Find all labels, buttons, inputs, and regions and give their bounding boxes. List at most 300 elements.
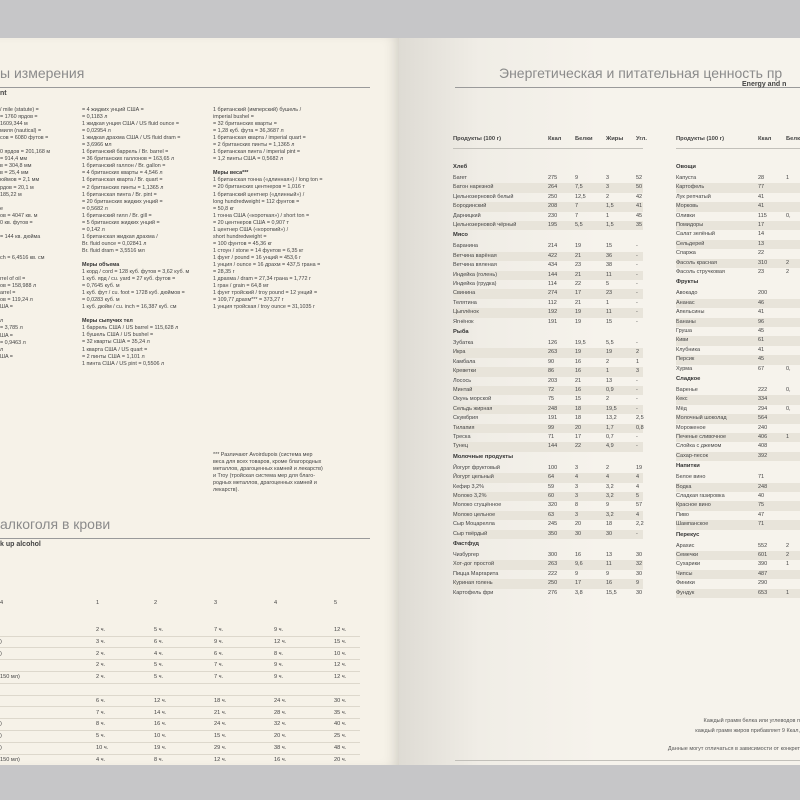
measure-line: = 0,5682 л bbox=[82, 205, 108, 212]
nutrition-value: 245 bbox=[548, 521, 558, 528]
alcohol-cell: 7 ч. bbox=[214, 627, 224, 633]
nutrition-row bbox=[453, 261, 643, 270]
nutrition-value: - bbox=[636, 340, 638, 346]
nutrition-value: 408 bbox=[758, 443, 768, 450]
measure-line: 1 британский центнер («длинный») / bbox=[213, 191, 305, 198]
nutrition-product-name: Чизбургер bbox=[453, 552, 479, 558]
measure-line: 1 британская жидкая драхма / bbox=[82, 233, 158, 240]
measure-line: = 5 британских жидких унций = bbox=[82, 219, 160, 226]
nutrition-value: 3,2 bbox=[606, 511, 614, 518]
alcohol-cell: 2 ч. bbox=[96, 674, 106, 681]
nutrition-value: 9,6 bbox=[575, 561, 583, 568]
measure-line: 0 ярдов = 201,168 м bbox=[0, 149, 51, 156]
alcohol-cell: 21 ч. bbox=[214, 709, 227, 716]
nutrition-row bbox=[453, 271, 643, 280]
alcohol-cell: 9 ч. bbox=[274, 674, 284, 681]
nutrition-value: - bbox=[636, 377, 638, 384]
nutrition-value: 294 bbox=[758, 405, 768, 412]
nutrition-row bbox=[453, 367, 643, 376]
measure-line: / mile (statute) = bbox=[0, 107, 39, 113]
nutrition-row bbox=[676, 355, 800, 364]
nutrition-value: 40 bbox=[758, 493, 765, 499]
nutrition-value: 300 bbox=[548, 552, 558, 558]
nutrition-section-title: Овощи bbox=[676, 164, 696, 170]
nutrition-row bbox=[453, 520, 643, 529]
nutrition-value: 1 bbox=[606, 299, 610, 306]
nutrition-value: 47 bbox=[758, 511, 765, 518]
nutrition-row bbox=[676, 452, 800, 461]
nutrition-product-name: Тунец bbox=[453, 443, 469, 450]
nutrition-value: 30 bbox=[636, 570, 643, 577]
nutrition-product-name: Ветчина варёная bbox=[453, 252, 497, 259]
nutrition-value: 35 bbox=[636, 222, 643, 228]
nutrition-value: 114 bbox=[548, 281, 557, 287]
nutrition-product-name: Варенье bbox=[676, 387, 698, 393]
measure-line: 1609,344 м bbox=[0, 121, 28, 128]
measure-line: = 20 британских жидких унций = bbox=[82, 198, 163, 205]
measure-line: ШA = bbox=[0, 304, 13, 311]
nutrition-value: 23 bbox=[606, 290, 613, 297]
alcohol-row-divider bbox=[0, 742, 360, 743]
nutrition-value: - bbox=[636, 299, 638, 306]
measure-line: = 0,7645 куб. м bbox=[82, 283, 120, 290]
measure-line: в = 25,4 мм bbox=[0, 170, 29, 177]
alcohol-cell: 29 ч. bbox=[214, 745, 227, 751]
alcohol-header-cell: 4 bbox=[274, 600, 278, 606]
nutrition-value: 18 bbox=[575, 405, 582, 412]
nutrition-value: 1 bbox=[606, 368, 610, 375]
alcohol-cell: 2 ч. bbox=[96, 650, 106, 657]
nutrition-row bbox=[453, 442, 643, 451]
nutrition-value: 19 bbox=[575, 349, 582, 356]
alcohol-cell: 7 ч. bbox=[214, 674, 224, 681]
nutrition-value: 0,7 bbox=[606, 434, 614, 440]
nutrition-value: 13,2 bbox=[606, 415, 617, 422]
alcohol-cell: 2 ч. bbox=[96, 627, 106, 633]
measure-line: = 20 британских центнеров = 1,016 т bbox=[213, 184, 305, 191]
alcohol-cell: 8 ч. bbox=[96, 721, 106, 728]
measure-line: = 50,8 кг bbox=[213, 205, 234, 212]
nutrition-product-name: Треска bbox=[453, 434, 471, 440]
nutrition-section-title: Фрукты bbox=[676, 279, 699, 286]
alcohol-cell: 4 ч. bbox=[96, 756, 106, 763]
nutrition-product-name: Сахар-песок bbox=[676, 452, 709, 459]
nutrition-value: 192 bbox=[548, 309, 558, 316]
nutrition-row bbox=[676, 268, 800, 277]
nutrition-value: 96 bbox=[758, 318, 765, 325]
nutrition-product-name: Минтай bbox=[453, 387, 473, 393]
nutrition-product-name: Финики bbox=[676, 580, 695, 587]
nutrition-product-name: Сладкая газировка bbox=[676, 493, 725, 499]
measure-line: 1 центнер США («короткий») / bbox=[213, 226, 289, 233]
nutrition-value: 1 bbox=[786, 561, 790, 568]
nutrition-value: 263 bbox=[548, 349, 558, 356]
measure-section-title: Меры объема bbox=[82, 261, 120, 268]
alcohol-rule bbox=[0, 538, 370, 539]
nutrition-value: 222 bbox=[758, 387, 768, 393]
measure-line: = 100 фунтов = 45,36 кг bbox=[213, 240, 272, 247]
nutrition-row bbox=[676, 336, 800, 345]
alcohol-cell: 6 ч. bbox=[214, 650, 224, 657]
nutrition-row bbox=[453, 473, 643, 482]
nutrition-value: - bbox=[636, 262, 638, 269]
nutrition-value: 3 bbox=[575, 493, 579, 499]
nutrition-row bbox=[676, 520, 800, 529]
alcohol-cell: 5 ч. bbox=[154, 662, 164, 669]
nutrition-value: 20 bbox=[575, 424, 582, 431]
nutrition-value: 320 bbox=[548, 502, 558, 509]
measure-line: ов = 4047 кв. м bbox=[0, 212, 38, 219]
nutrition-value: 2 bbox=[606, 358, 610, 365]
alcohol-row-divider bbox=[0, 647, 360, 648]
measure-line: 1 баррель США / US barrel = 115,628 л bbox=[82, 325, 179, 332]
nutrition-value: 310 bbox=[758, 259, 768, 266]
alcohol-cell: 10 ч. bbox=[154, 733, 167, 740]
nutrition-value: 15 bbox=[575, 396, 582, 403]
nutrition-product-name: Лук репчатый bbox=[676, 193, 711, 200]
nutrition-value: 9 bbox=[606, 570, 610, 577]
nutrition-product-name: Цыплёнок bbox=[453, 309, 479, 316]
nutrition-value: 16 bbox=[575, 387, 582, 393]
nutrition-value: 4 bbox=[636, 511, 640, 518]
nutrition-value: 0, bbox=[786, 365, 791, 372]
nutrition-value: 350 bbox=[548, 530, 558, 537]
nutrition-header-rule bbox=[676, 148, 800, 149]
nutrition-row bbox=[453, 492, 643, 501]
nutrition-value: 20 bbox=[575, 521, 582, 528]
nutrition-value: 12,5 bbox=[575, 193, 586, 200]
nutrition-value: - bbox=[636, 309, 638, 316]
nutrition-row bbox=[453, 377, 643, 386]
alcohol-row-divider bbox=[0, 695, 360, 696]
alcohol-cell: 7 ч. bbox=[96, 709, 106, 716]
footnote-line: *** Различают Avoirdupois (система мер bbox=[213, 452, 313, 458]
nutrition-row bbox=[453, 339, 643, 348]
measure-line bbox=[0, 311, 50, 318]
nutrition-value: 19 bbox=[575, 309, 582, 316]
nutrition-value: 200 bbox=[758, 290, 768, 297]
nutrition-value: 1 bbox=[786, 175, 790, 181]
measure-line bbox=[0, 248, 50, 255]
nutrition-product-name: Мёд bbox=[676, 405, 687, 412]
alcohol-row-label: ) bbox=[0, 745, 2, 751]
nutrition-row bbox=[453, 433, 643, 442]
measure-line: = 1,28 куб. фута = 36,3687 л bbox=[213, 128, 284, 135]
nutrition-value: 21 bbox=[575, 377, 582, 384]
nutrition-value: 9 bbox=[575, 570, 579, 577]
measure-line: = 2 британских пинты = 1,1365 л bbox=[82, 184, 164, 191]
nutrition-value: 191 bbox=[548, 415, 558, 422]
nutrition-value: 71 bbox=[758, 474, 765, 481]
alcohol-header-cell: 3 bbox=[214, 600, 218, 606]
measure-line: 1 куб. фут / cu. foot = 1728 куб. дюймов = bbox=[82, 290, 185, 297]
nutrition-row bbox=[676, 365, 800, 374]
measure-line: сов = 6080 футов = bbox=[0, 135, 49, 142]
nutrition-product-name: Ветчина вяленая bbox=[453, 262, 497, 269]
measure-line: = 4 жидких унций США = bbox=[82, 107, 144, 113]
nutrition-value: 4 bbox=[636, 483, 640, 490]
nutrition-row bbox=[676, 414, 800, 423]
nutrition-value: 2 bbox=[786, 259, 790, 266]
nutrition-row bbox=[453, 405, 643, 414]
alcohol-cell: 8 ч. bbox=[274, 650, 284, 657]
alcohol-cell: 7 ч. bbox=[214, 662, 224, 669]
nutrition-value: 22 bbox=[758, 250, 765, 257]
alcohol-cell: 12 ч. bbox=[274, 638, 287, 645]
nutrition-row bbox=[453, 252, 643, 261]
nutrition-row bbox=[453, 183, 643, 192]
nutrition-value: 45 bbox=[758, 356, 765, 363]
nutrition-row bbox=[676, 405, 800, 414]
nutrition-section-title: Рыба bbox=[453, 329, 469, 335]
nutrition-value: 57 bbox=[636, 502, 643, 509]
nutrition-value: 9 bbox=[636, 580, 640, 587]
measure-line: 1 британский галлон / Br. gallon = bbox=[82, 163, 166, 170]
measure-line bbox=[0, 227, 50, 234]
alcohol-cell: 5 ч. bbox=[154, 627, 164, 633]
nutrition-value: 1,7 bbox=[606, 424, 614, 431]
nutrition-row bbox=[676, 395, 800, 404]
nutrition-value: 112 bbox=[548, 299, 557, 306]
nutrition-product-name: Йогурт фруктовый bbox=[453, 464, 500, 471]
measure-line: = 2 пинты США = 1,101 л bbox=[82, 353, 145, 360]
nutrition-section-title: Перекус bbox=[676, 531, 700, 538]
measure-line bbox=[0, 269, 50, 276]
alcohol-cell: 32 ч. bbox=[274, 721, 287, 728]
nutrition-value: 75 bbox=[758, 502, 765, 509]
nutrition-value: 64 bbox=[548, 474, 555, 481]
nutrition-row bbox=[453, 318, 643, 327]
alcohol-cell: 9 ч. bbox=[214, 638, 224, 645]
nutrition-value: 15,5 bbox=[606, 589, 617, 596]
alcohol-cell: 30 ч. bbox=[334, 697, 347, 704]
alcohol-table bbox=[0, 556, 370, 763]
nutrition-section-title: Напитки bbox=[676, 463, 700, 470]
alcohol-cell: 8 ч. bbox=[154, 756, 164, 763]
nutrition-product-name: Зубатка bbox=[453, 340, 474, 346]
nutrition-row bbox=[676, 589, 800, 598]
nutrition-row bbox=[676, 212, 800, 221]
nutrition-value: - bbox=[636, 318, 638, 325]
nutrition-value: 19 bbox=[636, 464, 643, 471]
nutrition-value: 41 bbox=[636, 203, 643, 210]
nutrition-value: 52 bbox=[636, 175, 643, 181]
alcohol-cell: 15 ч. bbox=[214, 733, 227, 740]
alcohol-row-label: ) bbox=[0, 721, 2, 728]
nutrition-product-name: Бананы bbox=[676, 318, 696, 325]
measure-line: 185,22 м bbox=[0, 191, 22, 198]
nutrition-product-name: Багет bbox=[453, 175, 467, 181]
measure-line: 1 британская пинта / imperial pint = bbox=[213, 149, 301, 156]
footnote-line: лекарств). bbox=[213, 487, 239, 493]
nutrition-row bbox=[676, 327, 800, 336]
nutrition-value: 17 bbox=[575, 580, 582, 587]
measure-line: 1 драхма / dram = 27,34 грана = 1,772 г bbox=[213, 276, 311, 283]
footnote-line: родных металлов, драгоценных камней и bbox=[213, 480, 317, 486]
nutrition-row bbox=[676, 386, 800, 395]
nutrition-value: 552 bbox=[758, 542, 768, 549]
measure-line: рдов = 20,1 м bbox=[0, 184, 34, 191]
nutrition-row bbox=[676, 346, 800, 355]
alcohol-cell: 5 ч. bbox=[96, 733, 106, 740]
nutrition-product-name: Батон нарезной bbox=[453, 184, 494, 191]
alcohol-row-divider bbox=[0, 706, 360, 707]
nutrition-product-name: Салат зелёный bbox=[676, 231, 715, 238]
measure-line: 1 британский баррель / Br. barrel = bbox=[82, 149, 169, 156]
measure-line bbox=[0, 199, 50, 206]
nutrition-row bbox=[453, 424, 643, 433]
alcohol-cell: 12 ч. bbox=[214, 756, 227, 763]
nutrition-value: - bbox=[636, 530, 638, 537]
nutrition-value: 86 bbox=[548, 368, 555, 375]
alcohol-cell: 20 ч. bbox=[334, 756, 347, 763]
measure-line: 1 тонна США («короткая») / short ton = bbox=[213, 212, 310, 219]
nutrition-value: 30 bbox=[575, 530, 582, 537]
nutrition-value: 4,9 bbox=[606, 443, 614, 450]
nutrition-row bbox=[676, 183, 800, 192]
nutrition-value: 19,5 bbox=[575, 340, 586, 346]
nutrition-value: 4 bbox=[575, 474, 579, 481]
nutrition-value: 60 bbox=[548, 493, 555, 499]
nutrition-header-cell: Белк bbox=[786, 136, 800, 142]
nutrition-value: 3 bbox=[606, 184, 610, 191]
nutrition-value: 0,9 bbox=[606, 387, 614, 393]
nutrition-value: 17 bbox=[575, 434, 582, 440]
nutrition-value: 14 bbox=[758, 231, 765, 238]
nutrition-value: 50 bbox=[636, 184, 643, 191]
nutrition-row bbox=[676, 202, 800, 211]
nutrition-value: 3 bbox=[575, 483, 579, 490]
nutrition-value: - bbox=[636, 405, 638, 412]
nutrition-value: 208 bbox=[548, 203, 558, 210]
nutrition-value: 126 bbox=[548, 340, 558, 346]
nutrition-value: 16 bbox=[575, 358, 582, 365]
alcohol-cell: 2 ч. bbox=[96, 662, 106, 669]
nutrition-header-cell: Ккал bbox=[548, 136, 562, 142]
nutrition-value: 7,5 bbox=[575, 184, 583, 191]
measure-line: 0 кв. футов = bbox=[0, 219, 33, 226]
measures-title: ы измерения bbox=[0, 65, 85, 81]
nutrition-value: 276 bbox=[548, 589, 558, 596]
nutrition-product-name: Сухарики bbox=[676, 561, 701, 568]
nutrition-value: 274 bbox=[548, 290, 558, 297]
nutrition-product-name: Киви bbox=[676, 337, 689, 344]
measure-line: = 0,0283 куб. м bbox=[82, 297, 120, 304]
nutrition-value: 19,5 bbox=[606, 405, 617, 412]
nutrition-value: 3 bbox=[575, 464, 579, 471]
measure-line: Br. fluid dram = 3,5516 мл bbox=[82, 247, 145, 254]
nutrition-product-name: Йогурт цельный bbox=[453, 474, 494, 481]
alcohol-cell: 5 ч. bbox=[154, 674, 164, 681]
nutrition-value: 0, bbox=[786, 212, 791, 219]
nutrition-header-cell: Продукты (100 г) bbox=[676, 136, 725, 142]
nutrition-value: 203 bbox=[548, 377, 558, 384]
measure-line: = 109,77 драхм*** = 373,27 г bbox=[213, 297, 284, 304]
measure-line: 1 фунт / pound = 16 унций = 453,6 г bbox=[213, 254, 302, 261]
alcohol-cell: 24 ч. bbox=[274, 697, 287, 704]
alcohol-row-label: 150 мл) bbox=[0, 756, 20, 763]
nutrition-value: 487 bbox=[758, 570, 768, 577]
nutrition-section-title: Хлеб bbox=[453, 164, 468, 170]
nutrition-value: 41 bbox=[758, 309, 765, 316]
nutrition-value: 0, bbox=[786, 387, 791, 393]
nutrition-value: 19 bbox=[606, 349, 613, 356]
nutrition-value: 41 bbox=[758, 203, 765, 210]
nutrition-value: 5 bbox=[636, 493, 640, 499]
nutrition-row bbox=[453, 511, 643, 520]
nutrition-product-name: Оливки bbox=[676, 212, 695, 219]
nutrition-value: 15 bbox=[606, 318, 613, 325]
nutrition-product-name: Сыр твёрдый bbox=[453, 530, 488, 537]
measure-line bbox=[0, 262, 50, 269]
nutrition-value: 21 bbox=[575, 299, 582, 306]
nutrition-row bbox=[453, 395, 643, 404]
nutrition-row bbox=[676, 542, 800, 551]
nutrition-value: 38 bbox=[606, 262, 613, 269]
nutrition-value: 144 bbox=[548, 271, 558, 278]
nutrition-product-name: Персик bbox=[676, 356, 695, 363]
measures-column-3 bbox=[213, 107, 323, 311]
alcohol-cell: 16 ч. bbox=[274, 756, 287, 763]
nutrition-product-name: Свинина bbox=[453, 290, 476, 297]
measure-line: 1 стоун / stone = 14 фунтов = 6,35 кг bbox=[213, 247, 304, 254]
nutrition-value: 46 bbox=[758, 299, 765, 306]
nutrition-product-name: Чипсы bbox=[676, 570, 693, 577]
nutrition-value: 406 bbox=[758, 434, 768, 440]
nutrition-value: 36 bbox=[606, 252, 613, 259]
measure-line: = 32 кварты США = 35,24 л bbox=[82, 339, 150, 346]
left-page bbox=[0, 38, 399, 765]
nutrition-value: 601 bbox=[758, 552, 768, 558]
nutrition-row bbox=[453, 501, 643, 510]
nutrition-value: 1 bbox=[636, 358, 640, 365]
nutrition-product-name: Ананас bbox=[676, 299, 695, 306]
nutrition-value: 13 bbox=[758, 240, 765, 247]
nutrition-product-name: Молоко цельное bbox=[453, 511, 496, 518]
nutrition-value: 5,5 bbox=[606, 340, 614, 346]
nutrition-row bbox=[676, 174, 800, 183]
nutrition-value: 392 bbox=[758, 452, 768, 459]
nutrition-value: 30 bbox=[636, 552, 643, 558]
nutrition-product-name: Сельдерей bbox=[676, 240, 705, 247]
measure-line: 1 британская кварта / imperial quart = bbox=[213, 135, 306, 142]
nutrition-row bbox=[453, 570, 643, 579]
nutrition-product-name: Водка bbox=[676, 483, 692, 490]
measure-line: ов = 119,24 л bbox=[0, 297, 33, 304]
measure-line: = 3,785 л bbox=[0, 325, 23, 332]
nutrition-product-name: Камбала bbox=[453, 358, 476, 365]
nutrition-product-name: Авокадо bbox=[676, 290, 698, 297]
alcohol-cell: 6 ч. bbox=[154, 638, 164, 645]
measure-line: = 1760 ярдов = bbox=[0, 114, 38, 121]
measure-line: 1 унция / ounce = 16 драхм = 437,5 грана = bbox=[213, 261, 321, 268]
nutrition-value: 3,2 bbox=[606, 493, 614, 499]
footnote-line: и Troy (тройская система мер для благо- bbox=[213, 473, 315, 479]
nutrition-value: 45 bbox=[636, 212, 643, 219]
nutrition-value: 11 bbox=[606, 309, 612, 316]
nutrition-footnote-3: Данные могут отличаться в зависимости от конкрет bbox=[667, 746, 800, 752]
nutrition-value: 191 bbox=[548, 318, 558, 325]
alcohol-cell: 12 ч. bbox=[334, 627, 347, 633]
measure-line: е bbox=[0, 205, 3, 212]
alcohol-cell: 16 ч. bbox=[154, 721, 167, 728]
nutrition-row bbox=[453, 530, 643, 539]
alcohol-cell: 3 ч. bbox=[96, 638, 106, 645]
nutrition-table-right bbox=[676, 100, 800, 730]
right-page bbox=[399, 38, 800, 765]
measure-line: 1 бушель США / US bushel = bbox=[82, 332, 154, 339]
alcohol-cell: 9 ч. bbox=[274, 662, 284, 669]
